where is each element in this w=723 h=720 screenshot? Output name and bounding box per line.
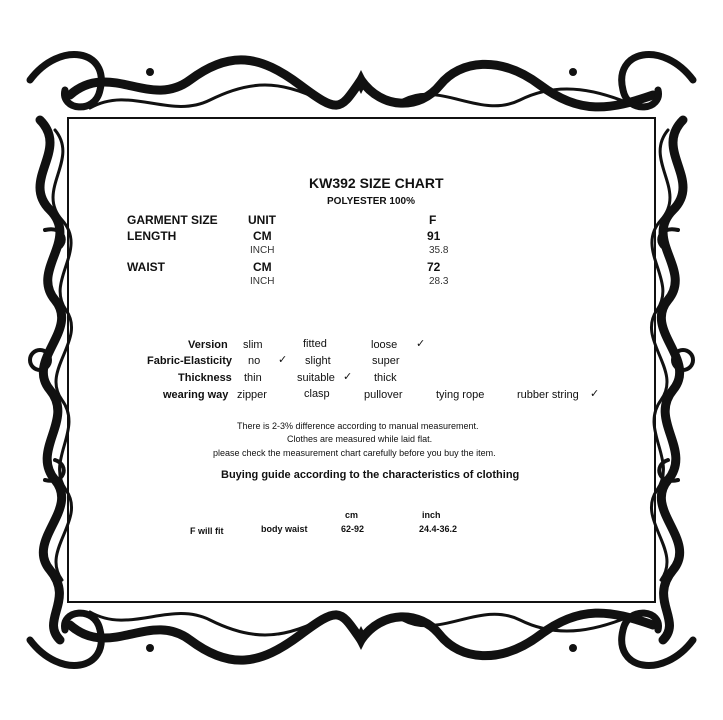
wearing-option: clasp	[304, 388, 330, 400]
guide-row-measure: body waist	[261, 524, 308, 534]
check-mark-icon: ✓	[278, 354, 288, 366]
wearing-option: tying rope	[436, 389, 485, 401]
elasticity-option: super	[372, 355, 400, 367]
version-option: slim	[243, 339, 263, 351]
wearing-way-label: wearing way	[163, 389, 229, 401]
wearing-option: pullover	[364, 389, 403, 401]
version-option: loose	[371, 339, 398, 351]
check-mark-icon: ✓	[590, 388, 600, 400]
thickness-option: thick	[374, 372, 397, 384]
fabric-elasticity-label: Fabric-Elasticity	[147, 355, 232, 367]
row-waist-inch-label: INCH	[250, 276, 275, 287]
guide-row-cm: 62-92	[341, 524, 365, 534]
thickness-label: Thickness	[178, 372, 232, 384]
thickness-option: suitable	[297, 372, 335, 384]
row-waist-inch-value: 28.3	[429, 276, 449, 287]
buying-guide-title: Buying guide according to the characteristics of clothing	[221, 469, 520, 481]
elasticity-option: no	[248, 355, 261, 367]
version-label: Version	[188, 339, 228, 351]
guide-col-cm: cm	[345, 510, 359, 520]
elasticity-option: slight	[305, 355, 331, 367]
col-garment-size: GARMENT SIZE	[127, 213, 218, 227]
row-length-cm-value: 91	[427, 229, 441, 243]
row-length-name: LENGTH	[127, 229, 177, 243]
note-line: There is 2-3% difference according to manual measurement.	[237, 421, 479, 431]
row-length-cm-label: CM	[253, 229, 272, 243]
row-length-inch-label: INCH	[250, 245, 275, 256]
row-waist-name: WAIST	[127, 260, 165, 274]
thickness-option: thin	[244, 372, 262, 384]
col-size-f: F	[429, 213, 437, 227]
check-mark-icon: ✓	[343, 371, 353, 383]
chart-title: KW392 SIZE CHART	[309, 175, 444, 191]
check-mark-icon: ✓	[416, 338, 426, 350]
guide-row-size: F will fit	[190, 526, 224, 536]
guide-col-inch: inch	[422, 510, 441, 520]
row-waist-cm-label: CM	[253, 260, 272, 274]
version-option: fitted	[303, 338, 327, 350]
guide-row-inch: 24.4-36.2	[419, 524, 458, 534]
material-label: POLYESTER 100%	[327, 196, 416, 207]
col-unit: UNIT	[248, 213, 276, 227]
note-line: Clothes are measured while laid flat.	[287, 434, 433, 444]
wearing-option: zipper	[237, 389, 267, 401]
row-length-inch-value: 35.8	[429, 245, 449, 256]
row-waist-cm-value: 72	[427, 260, 441, 274]
note-line: please check the measurement chart carefully before you buy the item.	[213, 448, 496, 458]
wearing-option: rubber string	[517, 389, 579, 401]
